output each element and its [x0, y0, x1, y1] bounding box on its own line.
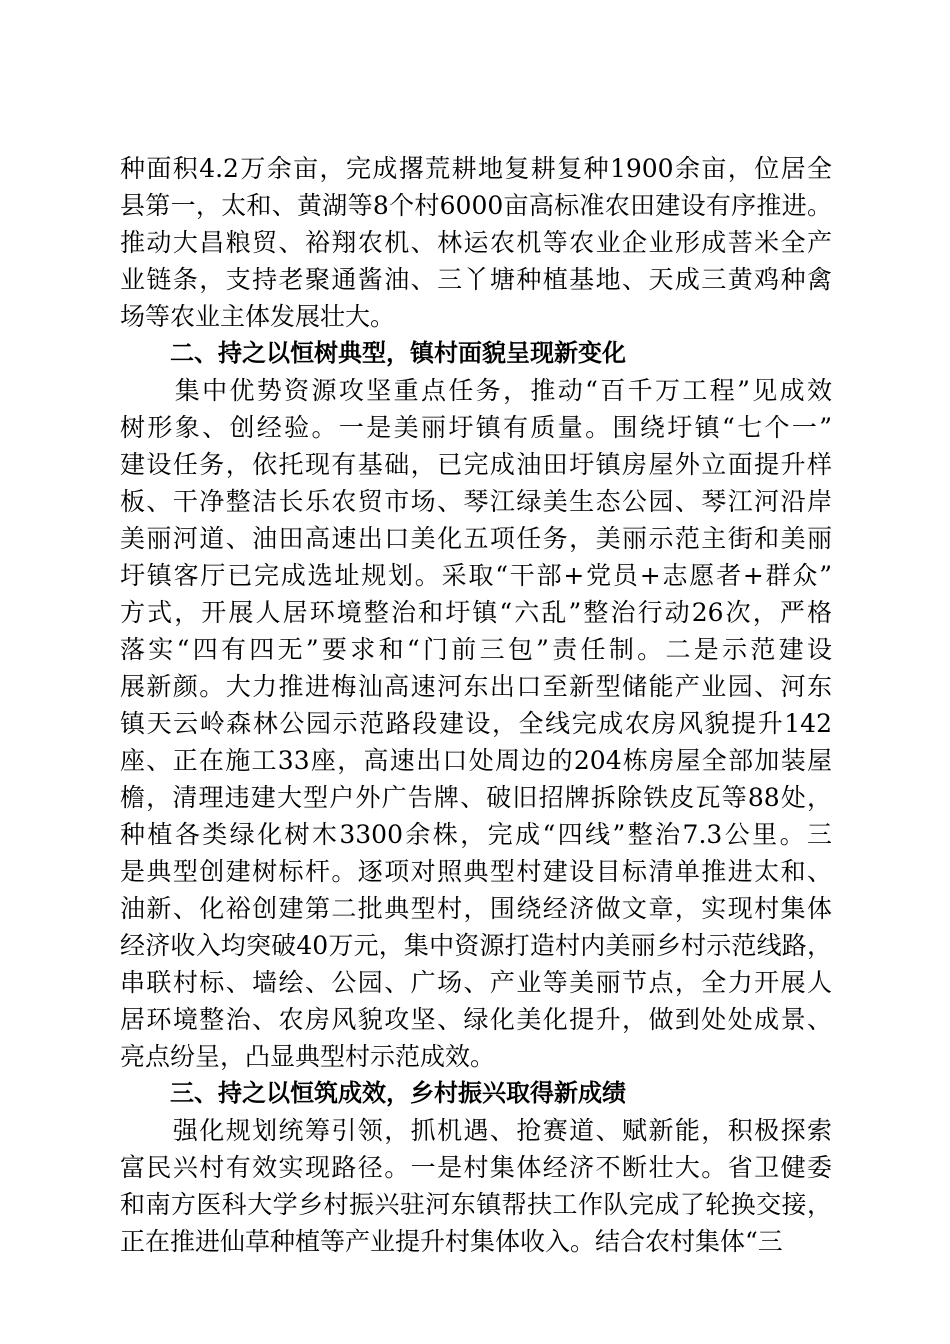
text-line: 强化规划统筹引领，抓机遇、抢赛道、赋新能，积极探索 — [120, 1116, 832, 1145]
text-line: 富民兴村有效实现路径。一是村集体经济不断壮大。省卫健委 — [120, 1153, 832, 1182]
text-line: 方式，开展人居环境整治和圩镇“六乱”整治行动26次，严格 — [120, 598, 832, 627]
text-line: 和南方医科大学乡村振兴驻河东镇帮扶工作队完成了轮换交接， — [120, 1190, 832, 1219]
text-line: 串联村标、墙绘、公园、广场、产业等美丽节点，全力开展人 — [120, 968, 832, 997]
section-heading-3: 三、持之以恒筑成效，乡村振兴取得新成绩 — [170, 1079, 626, 1107]
text-line: 集中优势资源攻坚重点任务，推动“百千万工程”见成效 — [120, 376, 832, 405]
text-line: 是典型创建树标杆。逐项对照典型村建设目标清单推进太和、 — [120, 857, 832, 886]
text-line: 建设任务，依托现有基础，已完成油田圩镇房屋外立面提升样 — [120, 450, 832, 479]
text-line: 种面积4.2万余亩，完成撂荒耕地复耕复种1900余亩，位居全 — [120, 154, 832, 183]
paragraph-3 — [120, 1112, 832, 1260]
text-line: 场等农业主体发展壮大。 — [120, 302, 396, 331]
text-line: 圩镇客厅已完成选址规划。采取“干部+党员+志愿者+群众” — [120, 561, 832, 590]
text-line: 推动大昌粮贸、裕翔农机、林运农机等农业企业形成菩米全产 — [120, 228, 832, 257]
text-line: 檐，清理违建大型户外广告牌、破旧招牌拆除铁皮瓦等88处， — [120, 783, 832, 812]
paragraph-1 — [120, 150, 832, 335]
text-line: 座、正在施工33座，高速出口处周边的204栋房屋全部加装屋 — [120, 746, 832, 775]
text-line: 展新颜。大力推进梅汕高速河东出口至新型储能产业园、河东 — [120, 672, 832, 701]
text-line: 美丽河道、油田高速出口美化五项任务，美丽示范主街和美丽 — [120, 524, 832, 553]
document-body — [120, 150, 832, 1260]
text-line: 油新、化裕创建第二批典型村，围绕经济做文章，实现村集体 — [120, 894, 832, 923]
text-line: 镇天云岭森林公园示范路段建设，全线完成农房风貌提升142 — [120, 709, 832, 738]
paragraph-2 — [120, 372, 832, 1075]
text-line: 树形象、创经验。一是美丽圩镇有质量。围绕圩镇“七个一” — [120, 413, 832, 442]
text-line: 落实“四有四无”要求和“门前三包”责任制。二是示范建设 — [120, 635, 832, 664]
text-line: 经济收入均突破40万元，集中资源打造村内美丽乡村示范线路， — [120, 931, 832, 960]
text-line: 板、干净整洁长乐农贸市场、琴江绿美生态公园、琴江河沿岸 — [120, 487, 832, 516]
text-line: 居环境整治、农房风貌攻坚、绿化美化提升，做到处处成景、 — [120, 1005, 832, 1034]
section-heading-2: 二、持之以恒树典型，镇村面貌呈现新变化 — [170, 339, 626, 367]
text-line: 正在推进仙草种植等产业提升村集体收入。结合农村集体“三 — [120, 1227, 783, 1256]
text-line: 种植各类绿化树木3300余株，完成“四线”整治7.3公里。三 — [120, 820, 832, 849]
text-line: 县第一，太和、黄湖等8个村6000亩高标准农田建设有序推进。 — [120, 191, 832, 220]
text-line: 业链条，支持老聚通酱油、三丫塘种植基地、天成三黄鸡种禽 — [120, 265, 832, 294]
text-line: 亮点纷呈，凸显典型村示范成效。 — [120, 1042, 496, 1071]
